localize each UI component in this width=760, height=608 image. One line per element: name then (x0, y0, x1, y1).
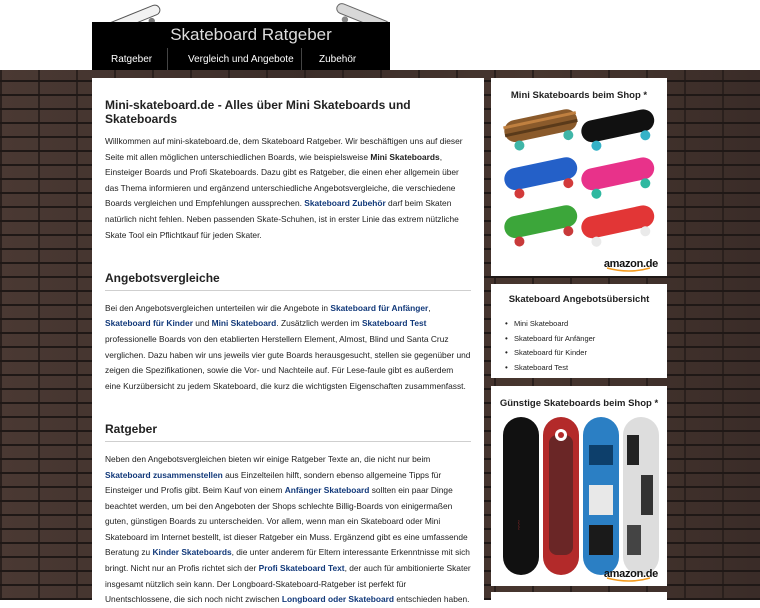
nav-item-ratgeber[interactable]: Ratgeber (111, 54, 153, 65)
link-skateboard-test[interactable]: Skateboard Test (361, 318, 427, 329)
amazon-badge[interactable]: amazon.de (604, 258, 658, 270)
site-header (92, 0, 390, 70)
nav-item-zubehoer[interactable]: Zubehör (319, 54, 357, 65)
overview-item-mini-skateboard[interactable]: • Mini Skateboard (514, 317, 667, 332)
link-skateboard-zubehoer[interactable]: Skateboard Zubehör (304, 198, 386, 209)
sidebar-cheap-skateboards-box (491, 386, 667, 586)
nav-item-vergleich[interactable]: Vergleich und Angebote (188, 54, 294, 65)
overview-item-skateboard-kinder[interactable]: • Skateboard für Kinder (514, 346, 667, 361)
main-nav (92, 48, 390, 70)
sidebar-overview-box (491, 284, 667, 378)
page-title: Mini-skateboard.de - Alles über Mini Skateboards und Skateboards (105, 98, 411, 126)
sidebar-box-title: Skateboard Angebotsübersicht (508, 294, 650, 305)
link-kinder-skateboards[interactable]: Kinder Skateboards (152, 547, 232, 558)
link-longboard-oder-skateboard[interactable]: Longboard oder Skateboard (281, 594, 395, 605)
amazon-smile-icon (606, 267, 652, 273)
link-mini-skateboard[interactable]: Mini Skateboard (211, 318, 277, 329)
sidebar-next-box (491, 592, 667, 600)
main-content (92, 78, 484, 608)
section-heading-ratgeber: Ratgeber (105, 422, 471, 442)
cheap-skateboards-product-image[interactable] (497, 415, 661, 577)
nav-divider (167, 48, 168, 70)
section-heading-angebotsvergleiche: Angebotsvergleiche (105, 271, 471, 291)
link-profi-skateboard-text[interactable]: Profi Skateboard Text (258, 563, 345, 574)
link-anfaenger-skateboard[interactable]: Anfänger Skateboard (284, 485, 370, 496)
svg-text:~~~: ~~~ (517, 520, 523, 530)
intro-paragraph: Willkommen auf mini-skateboard.de, dem Skateboard Ratgeber. Wir beschäftigen uns auf dieser Seite mit allen möglichen unterschiedlichen Boards, wie beispielsweise Mini Skateboards, Einsteiger Boards und Profi Skateboards. Dazu gibt es Ratgeber, die einen eher allgemein über das Thema informieren und ergänzend unterschiedliche Angebotsvergleiche, die verschiedene Boards vergleichen und Empfehlungen aussprechen. Skateboard Zubehör darf beim Skaten natürlich nicht fehlen. Neben passenden Skate-Schuhen, ist in erster Linie das extrem nützliche Skate Tool ein Pflichtkauf für jeden Skater. (105, 136, 463, 240)
overview-list (491, 317, 667, 375)
ratgeber-paragraph: Neben den Angebotsvergleichen bieten wir einige Ratgeber Texte an, die nicht nur beim Skateboard zusammenstellen aus Einzelteilen hilft, sondern ebenso allgemeine Tipps für Einsteiger und Profis gibt. Beim Kauf von einem Anfänger Skateboard sollten ein paar Dinge beachtet werden, um bei den Angeboten der Shops schlechte Billig-Boards von einigermaßen guten, günstigen Boards zu unterscheiden. Vor allem, wenn man ein Skateboard oder Mini Skateboard im Internet bestellt, ist dieser Ratgeber ein Muss. Ergänzend gibt es eine umfassende Beratung zu Kinder Skateboards, die unter anderem für Eltern interessante Erkenntnisse mit sich bringt. Nicht nur an Profis richtet sich der Profi Skateboard Text, der auch für ambitionierte Skater insgesamt nützlich sein kann. Der Longboard-Skateboard-Ratgeber ist perfekt für Unentschlossene, die sich noch nicht zwischen Longboard oder Skateboard entschieden haben. (105, 453, 471, 605)
sidebar-box-title: Mini Skateboards beim Shop * (510, 90, 648, 101)
overview-item-skateboard-anfaenger[interactable]: • Skateboard für Anfänger (514, 332, 667, 347)
mini-skateboards-product-image[interactable] (499, 107, 659, 267)
link-skateboard-kinder[interactable]: Skateboard für Kinder (105, 318, 193, 329)
link-skateboard-anfaenger[interactable]: Skateboard für Anfänger (330, 302, 429, 313)
sidebar-box-title: Günstige Skateboards beim Shop * (499, 398, 659, 409)
overview-item-skateboard-test[interactable]: • Skateboard Test (514, 361, 667, 376)
angebotsvergleiche-paragraph: Bei den Angebotsvergleichen unterteilen wir die Angebote in Skateboard für Anfänger, Skateboard für Kinder und Mini Skateboard. Zusätzlich werden im Skateboard Test professionelle Boards von den etablierten Herstellern Element, Almost, Blind und Santa Cruz verglichen. Dazu haben wir uns jeweils vier gute Boards herausgesucht, stellen sie gegenüber und zeigen die Spezifikationen, sowie die Vor- und Nachteile auf. Für Lese-faule gibt es außerdem eine Kurzübersicht zu jedem Skateboard, die kurz die wichtigsten Eigenschaften zusammenfasst. (105, 302, 471, 391)
site-title[interactable]: Skateboard Ratgeber (170, 25, 332, 44)
sidebar-mini-skateboards-box (491, 78, 667, 276)
nav-divider (301, 48, 302, 70)
amazon-smile-icon (606, 577, 652, 583)
amazon-badge[interactable]: amazon.de (604, 568, 658, 580)
intro-bold-mini-skateboards: Mini Skateboards (370, 151, 440, 162)
link-skateboard-zusammenstellen[interactable]: Skateboard zusammenstellen (105, 469, 223, 480)
